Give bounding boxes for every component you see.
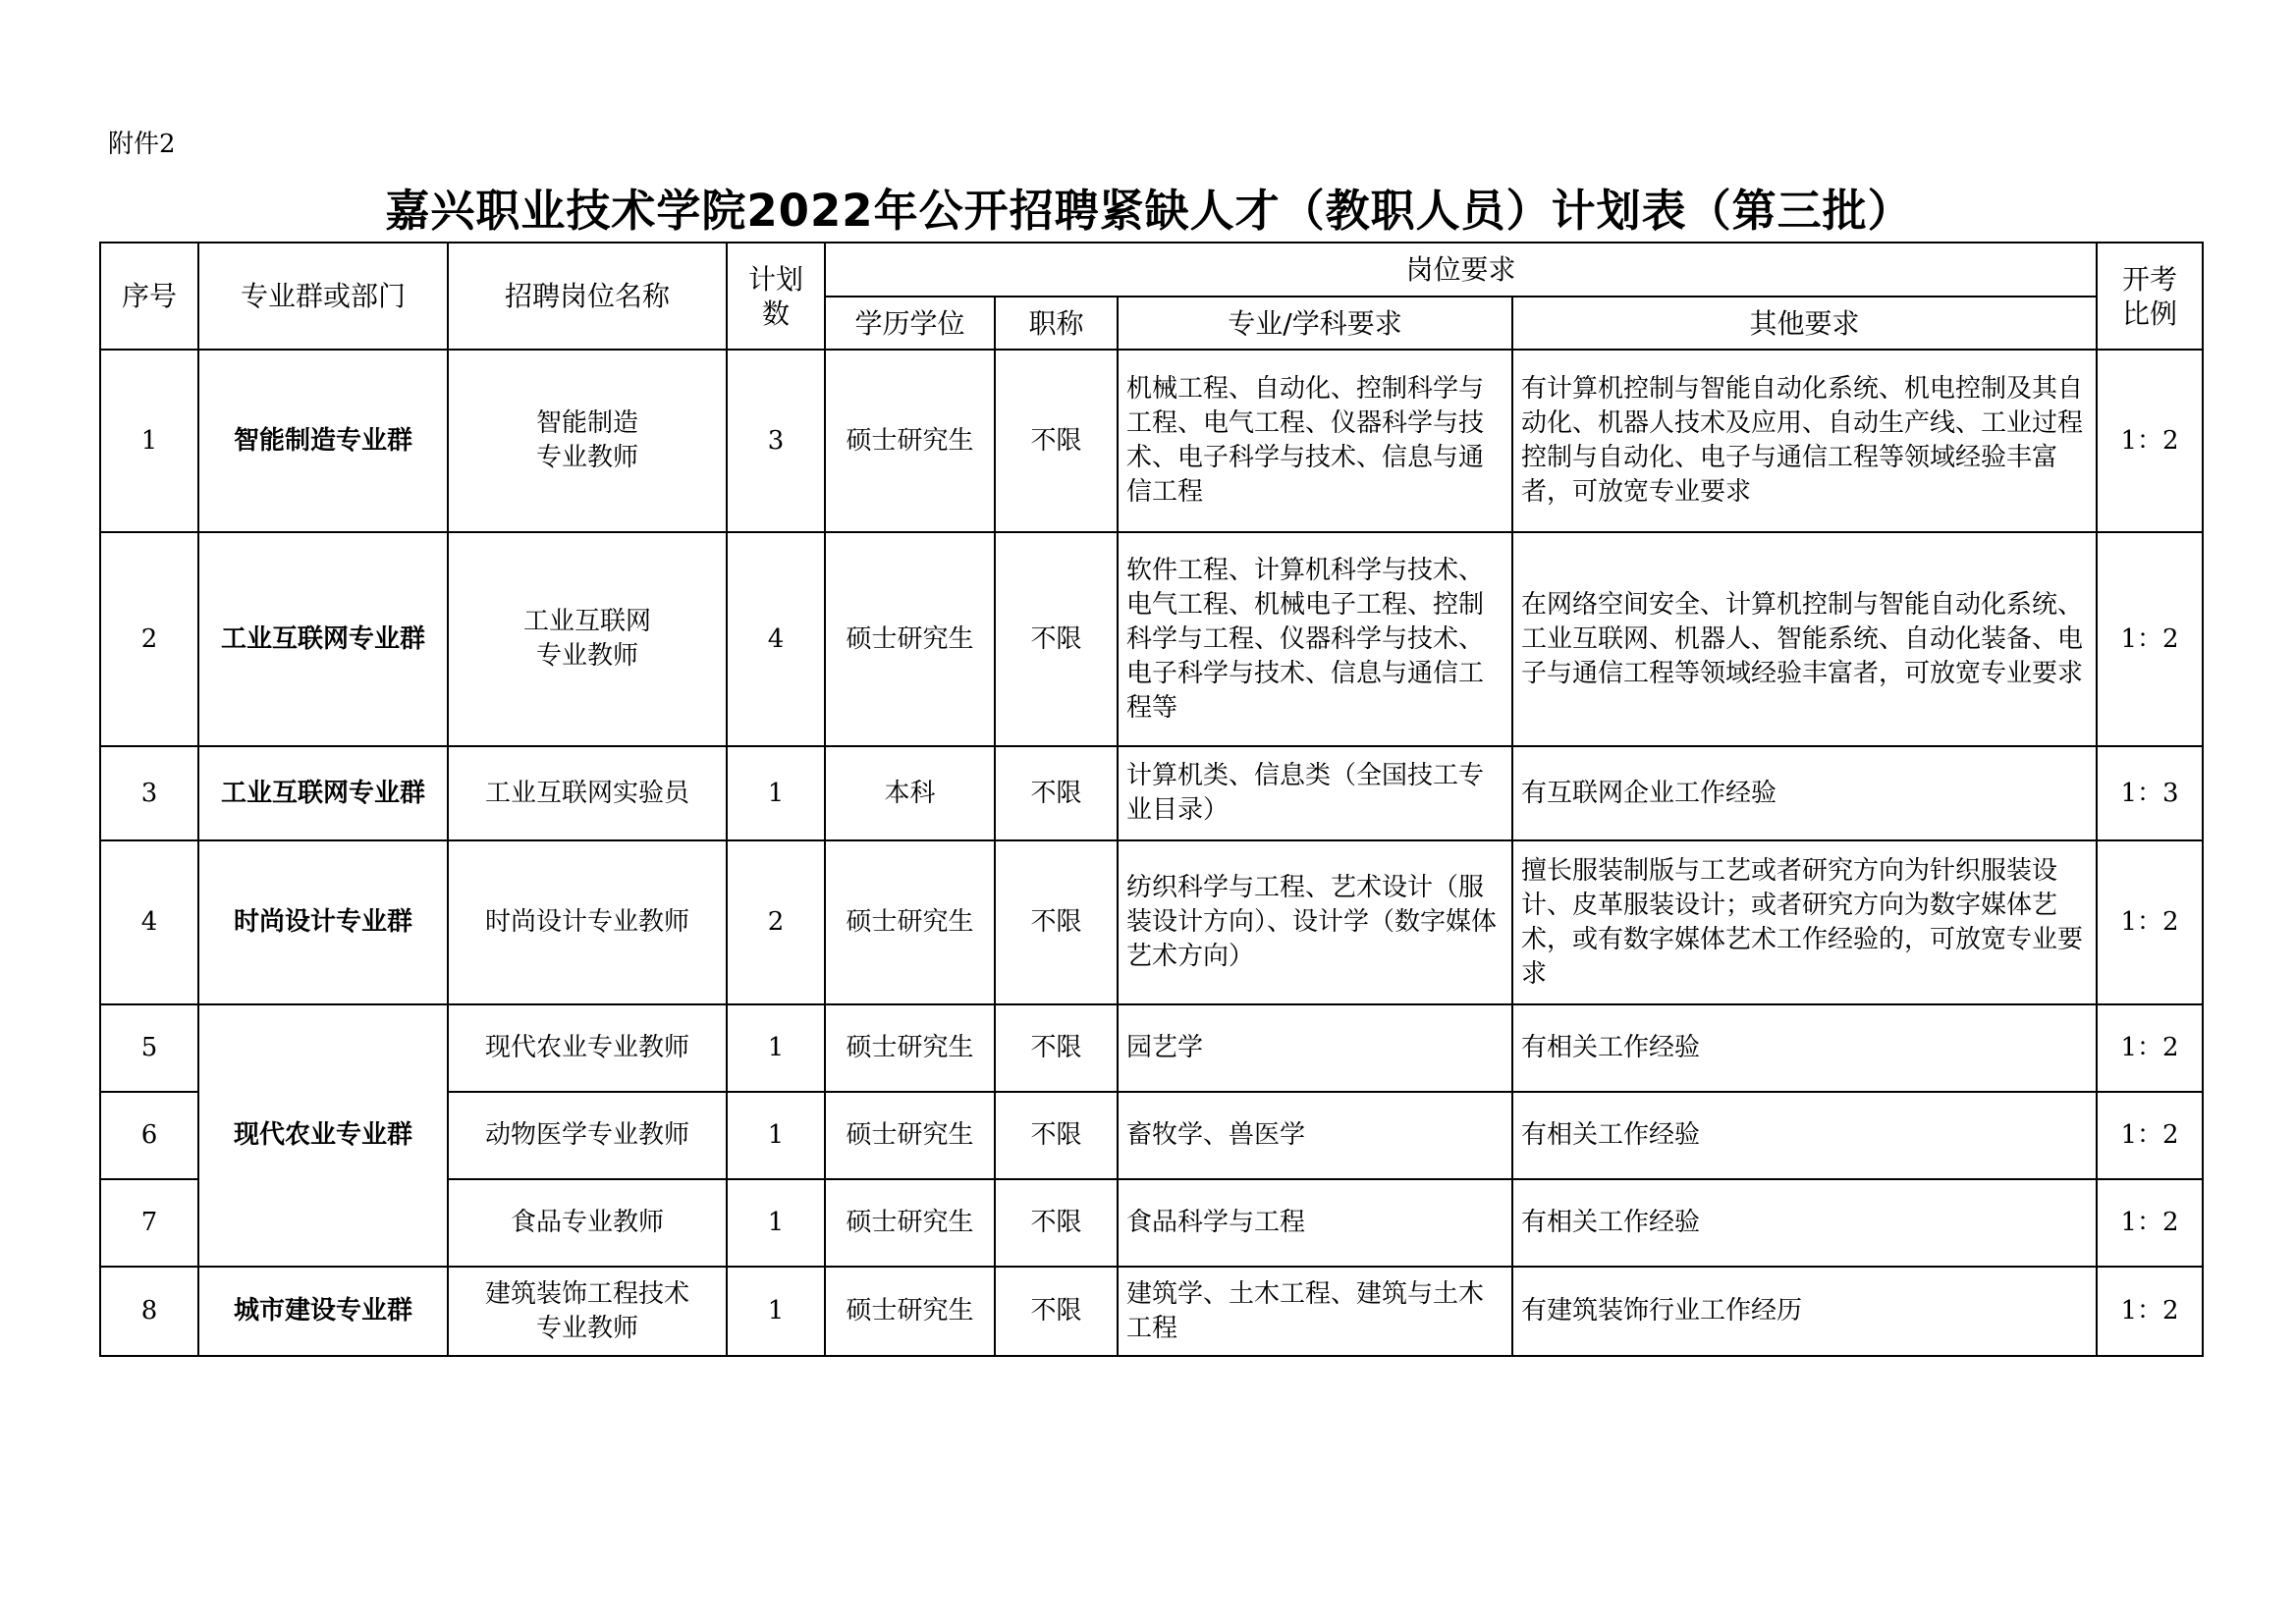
- cell-seq: 7: [100, 1179, 198, 1267]
- cell-count: 1: [727, 1267, 825, 1356]
- cell-major: 机械工程、自动化、控制科学与工程、电气工程、仪器科学与技术、电子科学与技术、信息与通信工程: [1118, 350, 1512, 532]
- cell-other: 有相关工作经验: [1512, 1004, 2097, 1092]
- table-row: [100, 746, 2203, 840]
- cell-major: 畜牧学、兽医学: [1118, 1092, 1512, 1179]
- cell-ratio: 1：2: [2097, 350, 2203, 532]
- cell-seq: 5: [100, 1004, 198, 1092]
- header-dept: 专业群或部门: [198, 243, 448, 350]
- cell-major: 园艺学: [1118, 1004, 1512, 1092]
- cell-education: 硕士研究生: [825, 1179, 995, 1267]
- cell-ratio: 1：2: [2097, 1092, 2203, 1179]
- cell-position: 食品专业教师: [448, 1179, 727, 1267]
- cell-ratio: 1：3: [2097, 746, 2203, 840]
- cell-rank: 不限: [995, 532, 1118, 746]
- page-title: 嘉兴职业技术学院2022年公开招聘紧缺人才（教职人员）计划表（第三批）: [385, 185, 1913, 237]
- cell-count: 1: [727, 1092, 825, 1179]
- header-requirements: 岗位要求: [825, 243, 2097, 297]
- header-position: 招聘岗位名称: [448, 243, 727, 350]
- cell-dept: 现代农业专业群: [198, 1004, 448, 1267]
- attachment-label: 附件2: [108, 130, 176, 159]
- cell-education: 硕士研究生: [825, 840, 995, 1004]
- cell-other: 擅长服装制版与工艺或者研究方向为针织服装设计、皮革服装设计；或者研究方向为数字媒体艺术，或有数字媒体艺术工作经验的，可放宽专业要求: [1512, 840, 2097, 1004]
- cell-ratio: 1：2: [2097, 1004, 2203, 1092]
- cell-dept: 工业互联网专业群: [198, 532, 448, 746]
- table-row: [100, 350, 2203, 532]
- cell-rank: 不限: [995, 1092, 1118, 1179]
- cell-other: 有建筑装饰行业工作经历: [1512, 1267, 2097, 1356]
- cell-position: 工业互联网 专业教师: [448, 532, 727, 746]
- table-row: [100, 840, 2203, 1004]
- header-seq: 序号: [100, 243, 198, 350]
- table-row: [100, 532, 2203, 746]
- cell-rank: 不限: [995, 1267, 1118, 1356]
- cell-dept: 时尚设计专业群: [198, 840, 448, 1004]
- cell-education: 硕士研究生: [825, 532, 995, 746]
- recruitment-plan-table: [99, 242, 2204, 1357]
- cell-position: 时尚设计专业教师: [448, 840, 727, 1004]
- cell-position: 智能制造 专业教师: [448, 350, 727, 532]
- cell-other: 有计算机控制与智能自动化系统、机电控制及其自动化、机器人技术及应用、自动生产线、工业过程控制与自动化、电子与通信工程等领域经验丰富者，可放宽专业要求: [1512, 350, 2097, 532]
- header-rank: 职称: [995, 297, 1118, 350]
- cell-count: 3: [727, 350, 825, 532]
- cell-dept: 智能制造专业群: [198, 350, 448, 532]
- cell-ratio: 1：2: [2097, 1179, 2203, 1267]
- cell-rank: 不限: [995, 840, 1118, 1004]
- cell-education: 硕士研究生: [825, 1004, 995, 1092]
- cell-other: 在网络空间安全、计算机控制与智能自动化系统、工业互联网、机器人、智能系统、自动化装备、电子与通信工程等领域经验丰富者，可放宽专业要求: [1512, 532, 2097, 746]
- cell-seq: 8: [100, 1267, 198, 1356]
- cell-rank: 不限: [995, 350, 1118, 532]
- cell-seq: 2: [100, 532, 198, 746]
- cell-major: 建筑学、土木工程、建筑与土木工程: [1118, 1267, 1512, 1356]
- cell-education: 硕士研究生: [825, 350, 995, 532]
- cell-count: 4: [727, 532, 825, 746]
- cell-rank: 不限: [995, 746, 1118, 840]
- cell-position: 工业互联网实验员: [448, 746, 727, 840]
- cell-other: 有相关工作经验: [1512, 1092, 2097, 1179]
- header-other: 其他要求: [1512, 297, 2097, 350]
- cell-seq: 4: [100, 840, 198, 1004]
- cell-dept: 城市建设专业群: [198, 1267, 448, 1356]
- cell-other: 有互联网企业工作经验: [1512, 746, 2097, 840]
- cell-position: 现代农业专业教师: [448, 1004, 727, 1092]
- table-row: [100, 1267, 2203, 1356]
- cell-other: 有相关工作经验: [1512, 1179, 2097, 1267]
- cell-major: 食品科学与工程: [1118, 1179, 1512, 1267]
- header-education: 学历学位: [825, 297, 995, 350]
- cell-ratio: 1：2: [2097, 1267, 2203, 1356]
- cell-ratio: 1：2: [2097, 532, 2203, 746]
- cell-seq: 1: [100, 350, 198, 532]
- cell-education: 本科: [825, 746, 995, 840]
- header-ratio: 开考 比例: [2097, 243, 2203, 350]
- header-count: 计划 数: [727, 243, 825, 350]
- cell-position: 建筑装饰工程技术 专业教师: [448, 1267, 727, 1356]
- header-major: 专业/学科要求: [1118, 297, 1512, 350]
- cell-education: 硕士研究生: [825, 1092, 995, 1179]
- cell-count: 1: [727, 1179, 825, 1267]
- cell-seq: 6: [100, 1092, 198, 1179]
- cell-count: 1: [727, 1004, 825, 1092]
- cell-ratio: 1：2: [2097, 840, 2203, 1004]
- cell-major: 软件工程、计算机科学与技术、电气工程、机械电子工程、控制科学与工程、仪器科学与技术、电子科学与技术、信息与通信工程等: [1118, 532, 1512, 746]
- table-row: [100, 1004, 2203, 1092]
- cell-rank: 不限: [995, 1004, 1118, 1092]
- cell-count: 2: [727, 840, 825, 1004]
- cell-rank: 不限: [995, 1179, 1118, 1267]
- cell-dept: 工业互联网专业群: [198, 746, 448, 840]
- cell-major: 纺织科学与工程、艺术设计（服装设计方向）、设计学（数字媒体艺术方向）: [1118, 840, 1512, 1004]
- cell-seq: 3: [100, 746, 198, 840]
- cell-major: 计算机类、信息类（全国技工专业目录）: [1118, 746, 1512, 840]
- cell-position: 动物医学专业教师: [448, 1092, 727, 1179]
- cell-education: 硕士研究生: [825, 1267, 995, 1356]
- cell-count: 1: [727, 746, 825, 840]
